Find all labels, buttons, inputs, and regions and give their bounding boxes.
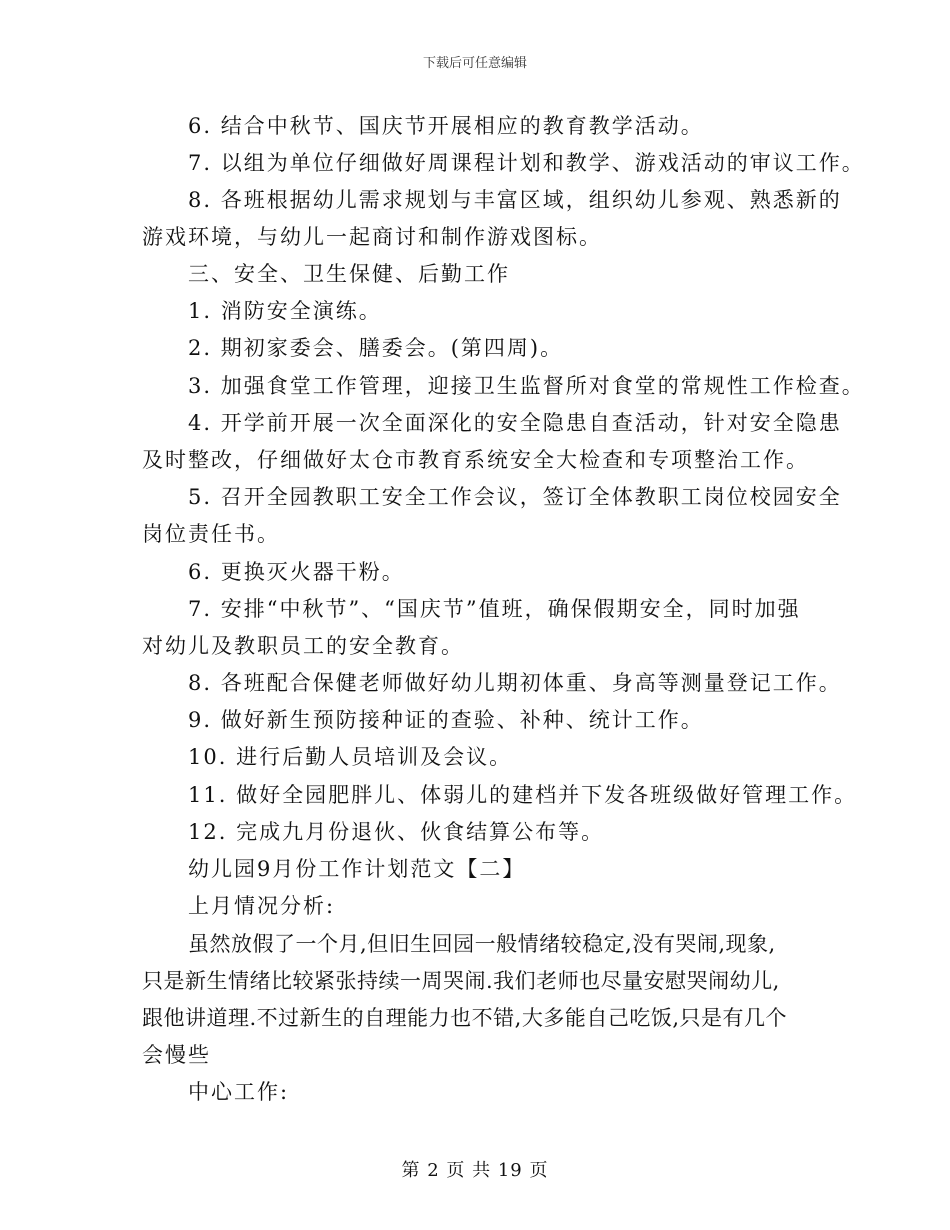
text-line: 岗位责任书。 xyxy=(142,522,280,546)
text-line: 1. 消防安全演练。 xyxy=(188,299,382,323)
section-heading: 三、安全、卫生保健、后勤工作 xyxy=(188,262,510,286)
text-line: 只是新生情绪比较紧张持续一周哭闹.我们老师也尽量安慰哭闹幼儿, xyxy=(142,969,780,993)
text-line: 对幼儿及教职员工的安全教育。 xyxy=(142,634,464,658)
text-line: 虽然放假了一个月,但旧生回园一般情绪较稳定,没有哭闹,现象, xyxy=(188,932,776,956)
text-line: 9. 做好新生预防接种证的查验、补种、统计工作。 xyxy=(188,708,704,732)
text-line: 8. 各班根据幼儿需求规划与丰富区域，组织幼儿参观、熟悉新的 xyxy=(188,188,842,212)
section-heading: 幼儿园9月份工作计划范文【二】 xyxy=(188,857,526,881)
text-line: 12. 完成九月份退伙、伙食结算公布等。 xyxy=(188,820,605,844)
text-line: 8. 各班配合保健老师做好幼儿期初体重、身高等测量登记工作。 xyxy=(188,671,842,695)
text-line: 6. 更换灭火器干粉。 xyxy=(188,560,405,584)
text-line: 3. 加强食堂工作管理，迎接卫生监督所对食堂的常规性工作检查。 xyxy=(188,374,865,398)
page-header-note: 下载后可任意编辑 xyxy=(422,56,527,71)
text-line: 7. 以组为单位仔细做好周课程计划和教学、游戏活动的审议工作。 xyxy=(188,151,865,175)
page-number: 第 2 页 共 19 页 xyxy=(401,1160,549,1181)
text-line: 4. 开学前开展一次全面深化的安全隐患自查活动，针对安全隐患 xyxy=(188,411,842,435)
text-line: 2. 期初家委会、膳委会。(第四周)。 xyxy=(188,336,564,360)
text-line: 游戏环境，与幼儿一起商讨和制作游戏图标。 xyxy=(142,225,602,249)
text-line: 11. 做好全园肥胖儿、体弱儿的建档并下发各班级做好管理工作。 xyxy=(188,783,858,807)
text-line: 及时整改，仔细做好太仓市教育系统安全大检查和专项整治工作。 xyxy=(142,448,809,472)
text-line: 7. 安排“中秋节”、“国庆节”值班，确保假期安全，同时加强 xyxy=(188,597,801,621)
text-line: 6. 结合中秋节、国庆节开展相应的教育教学活动。 xyxy=(188,114,704,138)
text-line: 上月情况分析: xyxy=(188,894,336,918)
text-line: 会慢些 xyxy=(142,1043,211,1067)
text-line: 10. 进行后勤人员培训及会议。 xyxy=(188,745,513,769)
text-line: 跟他讲道理.不过新生的自理能力也不错,大多能自己吃饭,只是有几个 xyxy=(142,1006,788,1030)
text-line: 5. 召开全园教职工安全工作会议，签订全体教职工岗位校园安全 xyxy=(188,485,842,509)
text-line: 中心工作: xyxy=(188,1080,290,1104)
